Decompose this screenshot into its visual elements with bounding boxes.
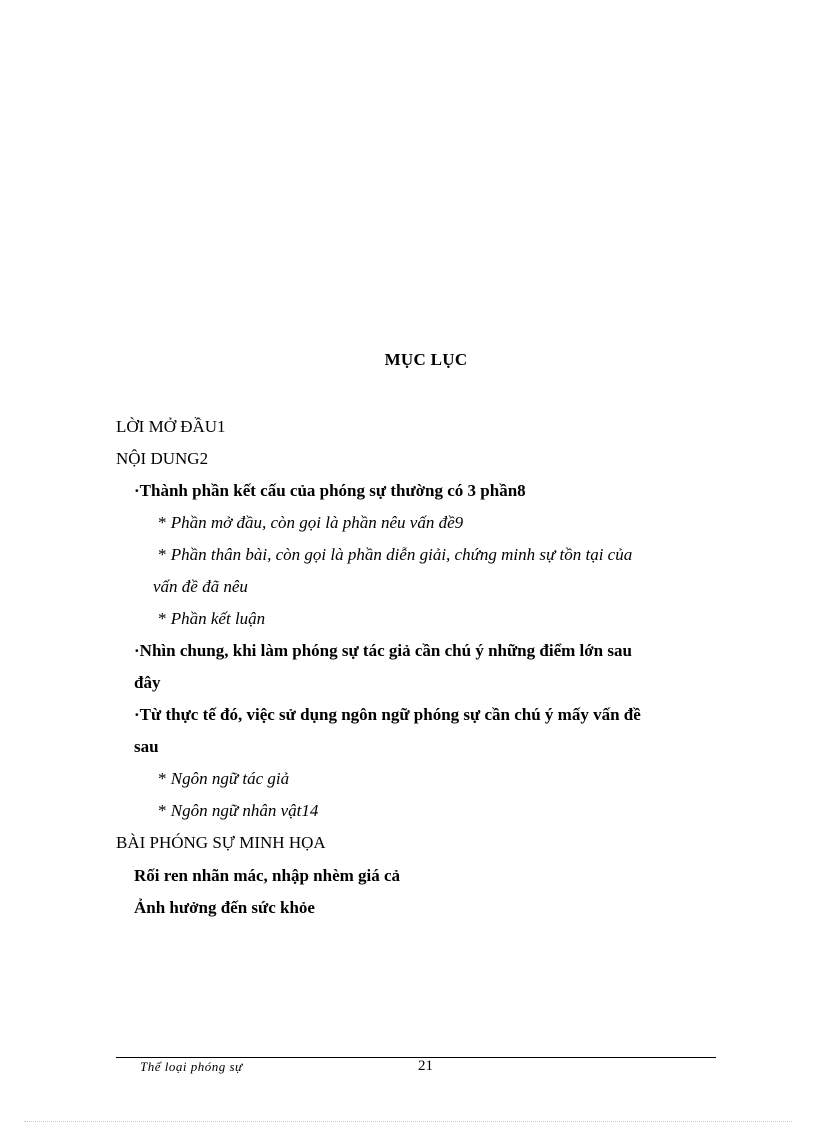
toc-entry-text: ·Từ thực tế đó, việc sử dụng ngôn ngữ phóng sự cần chú ý mấy vấn đề (134, 705, 641, 724)
toc-entry-text: ·Nhìn chung, khi làm phóng sự tác giả cần chú ý những điểm lớn sau (134, 641, 632, 660)
footer-page-number: 21 (418, 1058, 433, 1074)
toc-entry-text: sau (134, 737, 159, 756)
bullet-star: * (158, 545, 171, 564)
toc-entry-text: BÀI PHÓNG SỰ MINH HỌA (116, 833, 326, 852)
toc-entry-text: đây (134, 673, 161, 692)
toc-entry-bai-phong-su (116, 832, 326, 854)
toc-entry-noi-dung (116, 448, 208, 470)
toc-entry-tu-thuc-te (134, 704, 641, 726)
toc-entry-text: ·Thành phần kết cấu của phóng sự thường có 3 phần8 (134, 481, 526, 500)
bullet-star: * (158, 609, 171, 628)
toc-entry-text: vấn đề đã nêu (153, 577, 248, 596)
toc-entry-nhin-chung (134, 640, 632, 662)
toc-entry-text: Phần thân bài, còn gọi là phần diễn giải, chứng minh sự tồn tại của (170, 545, 633, 564)
toc-entry-ngon-ngu-tac-gia (158, 768, 289, 790)
toc-entry-thanh-phan-ket-cau (134, 480, 526, 502)
toc-entry-continuation (134, 736, 159, 758)
toc-entry-text: NỘI DUNG2 (116, 449, 209, 468)
toc-entry-text: LỜI MỞ ĐẦU1 (116, 417, 226, 436)
toc-entry-anh-huong (134, 897, 315, 919)
toc-entry-phan-mo-dau (158, 512, 463, 534)
toc-entry-phan-than-bai (158, 544, 632, 566)
toc-entry-loi-mo-dau (116, 416, 226, 438)
toc-entry-text: Phần kết luận (170, 609, 266, 628)
page-bottom-edge (24, 1121, 792, 1122)
toc-entry-phan-ket-luan (158, 608, 265, 630)
toc-entry-text: Ngôn ngữ tác giả (170, 769, 290, 788)
bullet-star: * (158, 769, 171, 788)
toc-entry-continuation (134, 672, 160, 694)
toc-title: MỤC LỤC (384, 350, 468, 369)
footer-divider (116, 1057, 716, 1058)
toc-entry-text: Ảnh hưởng đến sức khỏe (134, 898, 315, 917)
footer-title: Thể loại phóng sự (140, 1059, 243, 1074)
bullet-star: * (158, 513, 171, 532)
toc-entry-ngon-ngu-nhan-vat (158, 800, 318, 822)
toc-entry-continuation (153, 576, 248, 598)
toc-entry-text: Phần mở đầu, còn gọi là phần nêu vấn đề9 (170, 513, 464, 532)
toc-entry-roi-ren (134, 865, 400, 887)
toc-entry-text: Rối ren nhãn mác, nhập nhèm giá cả (134, 866, 401, 885)
bullet-star: * (158, 801, 171, 820)
toc-entry-text: Ngôn ngữ nhân vật14 (170, 801, 319, 820)
